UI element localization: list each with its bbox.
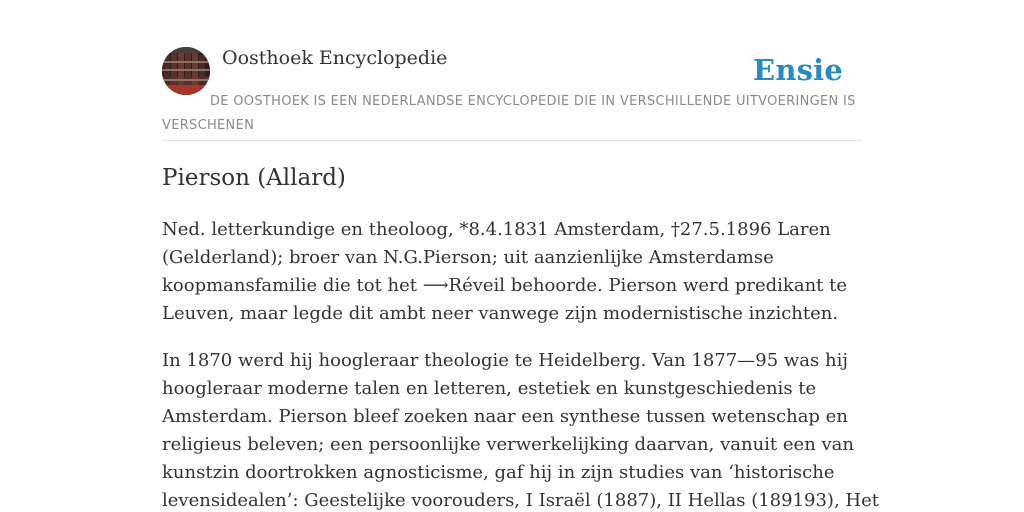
site-tagline: DE OOSTHOEK IS EEN NEDERLANDSE ENCYCLOPEDIE DIE IN VERSCHILLENDE UITVOERINGEN IS VERSCHENEN [162, 94, 856, 133]
article [162, 160, 879, 512]
paragraph-line: levensidealen’: Geestelijke voorouders, I Israël (1887), II Hellas (189193), Het [162, 490, 879, 511]
paragraph-line: kunstzin doortrokken agnosticisme, gaf hij in zijn studies van ‘historische [162, 462, 835, 483]
paragraph-line: In 1870 werd hij hoogleraar theologie te Heidelberg. Van 1877—95 was hij [162, 350, 848, 371]
paragraph-line: Leuven, maar legde dit ambt neer vanwege zijn modernistische inzichten. [162, 303, 839, 324]
brand-logo[interactable]: Ensie [753, 53, 843, 87]
paragraph-line: hoogleraar moderne talen en letteren, estetiek en kunstgeschiedenis te [162, 378, 817, 399]
site-header [162, 46, 862, 141]
paragraph-line: religieus beleven; een persoonlijke verwerkelijking daarvan, vanuit een van [162, 434, 854, 455]
paragraph-line: koopmansfamilie die tot het ⟶Réveil behoorde. Pierson werd predikant te [162, 275, 848, 296]
paragraph-line: Ned. letterkundige en theoloog, *8.4.1831 Amsterdam, †27.5.1896 Laren [162, 219, 831, 240]
encyclopedia-books-icon[interactable] [162, 47, 210, 95]
article-paragraph [162, 216, 862, 328]
paragraph-line: Amsterdam. Pierson bleef zoeken naar een synthese tussen wetenschap en [162, 406, 848, 427]
article-paragraph [162, 347, 879, 512]
article-title: Pierson (Allard) [162, 165, 346, 191]
site-name[interactable]: Oosthoek Encyclopedie [222, 47, 448, 69]
paragraph-line: (Gelderland); broer van N.G.Pierson; uit aanzienlijke Amsterdamse [162, 247, 774, 268]
